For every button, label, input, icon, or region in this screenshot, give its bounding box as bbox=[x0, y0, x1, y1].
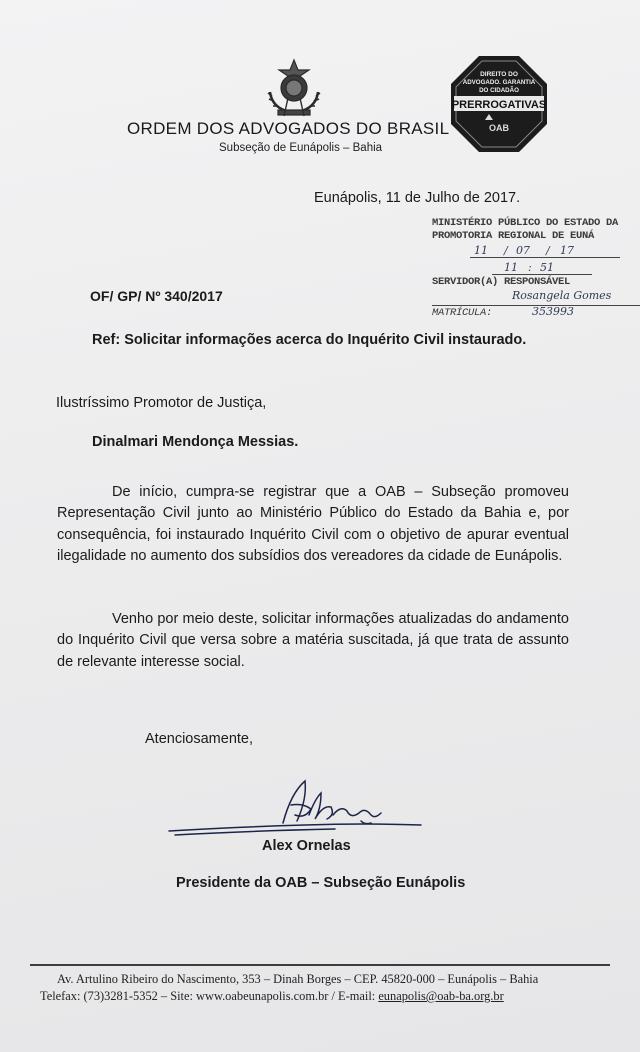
receipt-stamp: MINISTÉRIO PÚBLICO DO ESTADO DA PROMOTORIA REGIONAL DE EUNÁ 11 / 07 / 17 11 : 51 SERVIDOR(A) RESPONSÁVEL Rosangela Gomes MATRÍCULA: 353993 bbox=[432, 215, 640, 322]
org-name: ORDEM DOS ADVOGADOS DO BRASIL bbox=[127, 119, 450, 138]
badge-line2: ADVOGADO. GARANTIA bbox=[462, 79, 536, 86]
reference-line: Ref: Solicitar informações acerca do Inquérito Civil instaurado. bbox=[92, 332, 527, 348]
body-paragraph-2: Venho por meio deste, solicitar informações atualizadas do andamento do Inquérito Civil que versa sobre a matéria suscitada, já que trata de assunto de relevante interesse social. bbox=[57, 611, 569, 670]
stamp-date-year: 17 bbox=[560, 244, 574, 257]
org-subsection: Subseção de Eunápolis – Bahia bbox=[219, 142, 383, 154]
stamp-time-hour: 11 bbox=[504, 261, 518, 274]
signer-name: Alex Ornelas bbox=[262, 838, 351, 854]
coat-of-arms-emblem bbox=[262, 58, 326, 120]
prerrogativas-badge bbox=[449, 54, 549, 154]
signer-role: Presidente da OAB – Subseção Eunápolis bbox=[176, 875, 466, 891]
footer-divider bbox=[30, 964, 610, 966]
salutation: Ilustríssimo Promotor de Justiça, bbox=[56, 395, 267, 411]
footer-contact-text: Telefax: (73)3281-5352 – Site: www.oabeunapolis.com.br / E-mail: bbox=[40, 989, 379, 1003]
stamp-time-min: 51 bbox=[540, 261, 554, 274]
stamp-date-month: 07 bbox=[516, 244, 530, 257]
stamp-line1: MINISTÉRIO PÚBLICO DO ESTADO DA bbox=[432, 217, 619, 229]
stamp-line2: PROMOTORIA REGIONAL DE EUNÁ bbox=[432, 230, 595, 242]
footer-address: Av. Artulino Ribeiro do Nascimento, 353 – Dinah Borges – CEP. 45820-000 – Eunápolis – Bahia bbox=[57, 972, 539, 986]
signature-drawing bbox=[165, 775, 425, 845]
office-number: OF/ GP/ Nº 340/2017 bbox=[90, 288, 223, 304]
footer-contact bbox=[40, 989, 504, 1004]
letter-date: Eunápolis, 11 de Julho de 2017. bbox=[314, 190, 521, 206]
stamp-date-day: 11 bbox=[474, 244, 488, 257]
badge-line3: DO CIDADÃO bbox=[479, 87, 519, 94]
badge-logo: OAB bbox=[489, 123, 509, 133]
stamp-servidor-value: Rosangela Gomes bbox=[512, 289, 612, 302]
footer-email-link[interactable]: eunapolis@oab-ba.org.br bbox=[378, 989, 504, 1003]
stamp-servidor-label: SERVIDOR(A) RESPONSÁVEL bbox=[432, 276, 571, 288]
badge-line1: DIREITO DO bbox=[480, 71, 518, 78]
stamp-matricula-value: 353993 bbox=[532, 305, 574, 318]
badge-banner: PRERROGATIVAS bbox=[451, 99, 547, 111]
body-paragraph-1: De início, cumpra-se registrar que a OAB – Subseção promoveu Representação Civil junto ao Ministério Público do Estado da Bahia e, por consequência, foi instaurado Inquérito Civil com o objetivo de apurar eventual ilegalidade no aumento dos subsídios dos vereadores da cidade de Eunápolis. bbox=[57, 484, 569, 565]
recipient-name: Dinalmari Mendonça Messias. bbox=[92, 434, 299, 450]
closing: Atenciosamente, bbox=[145, 731, 254, 747]
stamp-matricula-label: MATRÍCULA: bbox=[432, 307, 493, 319]
